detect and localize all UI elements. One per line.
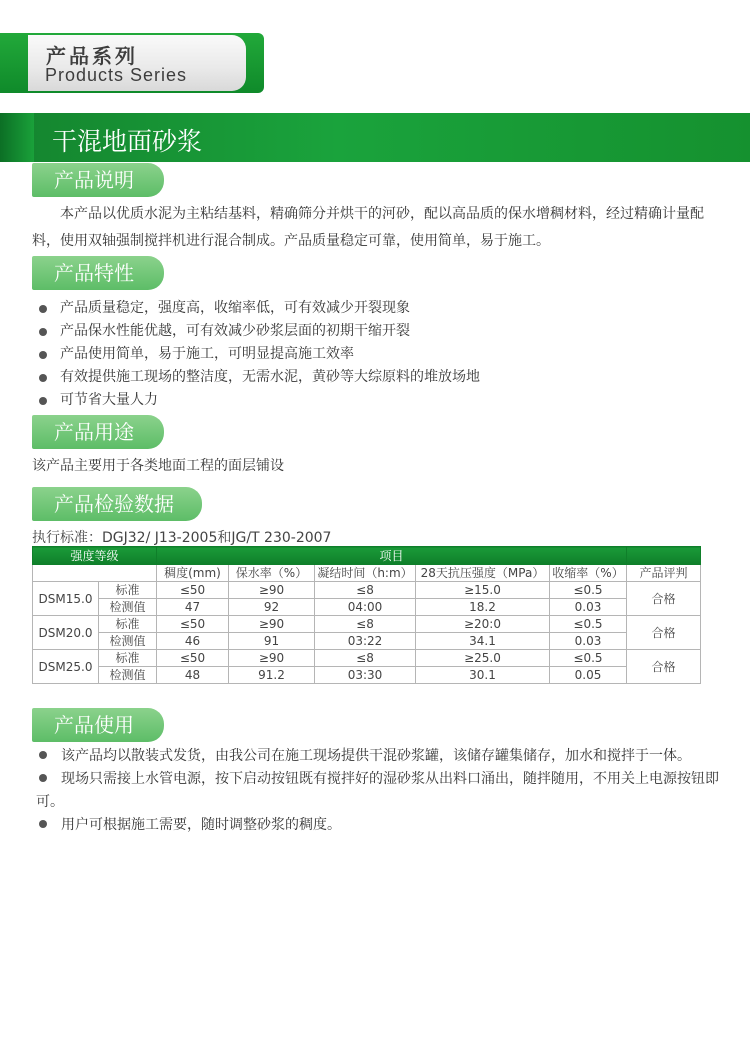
table-row bbox=[33, 633, 701, 650]
list-item: 产品使用简单，易于施工，可明显提高施工效率 bbox=[36, 343, 480, 366]
table-cell: 92 bbox=[229, 599, 315, 616]
description-text: 本产品以优质水泥为主粘结基料，精确筛分并烘干的河砂，配以高品质的保水增稠材料，经过精确计量配料，使用双轴强制搅拌机进行混合制成。产品质量稳定可靠，使用简单，易于施工。 bbox=[32, 206, 704, 249]
table-cell: ≤0.5 bbox=[550, 650, 627, 667]
table-row bbox=[33, 582, 701, 599]
grade-cell: DSM15.0 bbox=[33, 582, 99, 616]
table-cell: 0.03 bbox=[550, 599, 627, 616]
row-label: 检测值 bbox=[99, 599, 157, 616]
section-heading-features: 产品特性 bbox=[32, 256, 164, 290]
column-header: 产品评判 bbox=[627, 565, 701, 582]
header-cn-title: 产品系列 bbox=[46, 44, 138, 68]
column-header: 凝结时间（h:m） bbox=[315, 565, 416, 582]
list-item bbox=[36, 745, 726, 768]
list-item bbox=[36, 814, 726, 837]
table-cell: ≤50 bbox=[157, 650, 229, 667]
table-cell: 91.2 bbox=[229, 667, 315, 684]
usage-text: 该产品均以散装式发货，由我公司在施工现场提供干混砂浆罐，该储存罐集储存，加水和搅拌于一体。 bbox=[61, 748, 691, 764]
standard-text: 执行标准：DGJ32/ J13-2005和JG/T 230-2007 bbox=[32, 530, 332, 546]
table-cell: 34.1 bbox=[416, 633, 550, 650]
table-cell: ≤50 bbox=[157, 582, 229, 599]
list-item: 产品质量稳定，强度高，收缩率低，可有效减少开裂现象 bbox=[36, 297, 480, 320]
header-items: 项目 bbox=[157, 547, 627, 565]
table-row bbox=[33, 667, 701, 684]
table-cell: 04:00 bbox=[315, 599, 416, 616]
test-data-table bbox=[32, 546, 701, 684]
grade-cell: DSM25.0 bbox=[33, 650, 99, 684]
title-banner-edge bbox=[0, 113, 34, 162]
table-cell: ≤8 bbox=[315, 582, 416, 599]
row-label: 标准 bbox=[99, 582, 157, 599]
usage-text: 现场只需接上水管电源，按下启动按钮既有搅拌好的湿砂浆从出料口涌出，随拌随用，不用关上电源按钮即可。 bbox=[36, 771, 719, 810]
table-row bbox=[33, 650, 701, 667]
table-cell: 18.2 bbox=[416, 599, 550, 616]
column-header: 28天抗压强度（MPa） bbox=[416, 565, 550, 582]
table-cell: ≥15.0 bbox=[416, 582, 550, 599]
column-header: 保水率（%） bbox=[229, 565, 315, 582]
table-cell: ≤0.5 bbox=[550, 616, 627, 633]
list-item: 产品保水性能优越，可有效减少砂浆层面的初期干缩开裂 bbox=[36, 320, 480, 343]
row-label: 检测值 bbox=[99, 667, 157, 684]
list-item: 可节省大量人力 bbox=[36, 389, 480, 412]
table-column-row bbox=[33, 565, 701, 582]
table-row bbox=[33, 616, 701, 633]
table-row bbox=[33, 599, 701, 616]
section-heading-test-data: 产品检验数据 bbox=[32, 487, 202, 521]
table-cell: ≤8 bbox=[315, 650, 416, 667]
table-cell: 03:30 bbox=[315, 667, 416, 684]
table-cell: ≥20:0 bbox=[416, 616, 550, 633]
table-cell: ≥90 bbox=[229, 650, 315, 667]
usage-list bbox=[36, 745, 726, 837]
table-cell: 47 bbox=[157, 599, 229, 616]
product-title: 干混地面砂浆 bbox=[52, 127, 203, 156]
table-cell: 30.1 bbox=[416, 667, 550, 684]
table-cell: 46 bbox=[157, 633, 229, 650]
table-cell: ≤8 bbox=[315, 616, 416, 633]
features-list bbox=[36, 297, 480, 412]
grade-cell: DSM20.0 bbox=[33, 616, 99, 650]
verdict-cell: 合格 bbox=[627, 650, 701, 684]
table-cell: 0.05 bbox=[550, 667, 627, 684]
header-en-title: Products Series bbox=[45, 65, 188, 85]
row-label: 标准 bbox=[99, 650, 157, 667]
table-cell: 91 bbox=[229, 633, 315, 650]
section-heading-usage: 产品使用 bbox=[32, 708, 164, 742]
bullet-icon bbox=[39, 820, 47, 828]
table-cell bbox=[33, 565, 157, 582]
bullet-icon bbox=[39, 751, 47, 759]
application-text: 该产品主要用于各类地面工程的面层铺设 bbox=[32, 458, 284, 474]
table-cell: ≥90 bbox=[229, 616, 315, 633]
section-heading-application: 产品用途 bbox=[32, 415, 164, 449]
row-label: 标准 bbox=[99, 616, 157, 633]
header-blank bbox=[627, 547, 701, 565]
table-cell: 0.03 bbox=[550, 633, 627, 650]
table-cell: ≥25.0 bbox=[416, 650, 550, 667]
column-header: 收缩率（%） bbox=[550, 565, 627, 582]
table-header-row bbox=[33, 547, 701, 565]
row-label: 检测值 bbox=[99, 633, 157, 650]
table-cell: ≥90 bbox=[229, 582, 315, 599]
verdict-cell: 合格 bbox=[627, 616, 701, 650]
list-item bbox=[36, 768, 726, 814]
table-cell: ≤50 bbox=[157, 616, 229, 633]
table-cell: 48 bbox=[157, 667, 229, 684]
table-cell: ≤0.5 bbox=[550, 582, 627, 599]
verdict-cell: 合格 bbox=[627, 582, 701, 616]
header-grade: 强度等级 bbox=[33, 547, 157, 565]
usage-text: 用户可根据施工需要，随时调整砂浆的稠度。 bbox=[61, 817, 341, 833]
list-item: 有效提供施工现场的整洁度，无需水泥，黄砂等大综原料的堆放场地 bbox=[36, 366, 480, 389]
table-cell: 03:22 bbox=[315, 633, 416, 650]
column-header: 稠度(mm) bbox=[157, 565, 229, 582]
section-heading-description: 产品说明 bbox=[32, 163, 164, 197]
bullet-icon bbox=[39, 774, 47, 782]
